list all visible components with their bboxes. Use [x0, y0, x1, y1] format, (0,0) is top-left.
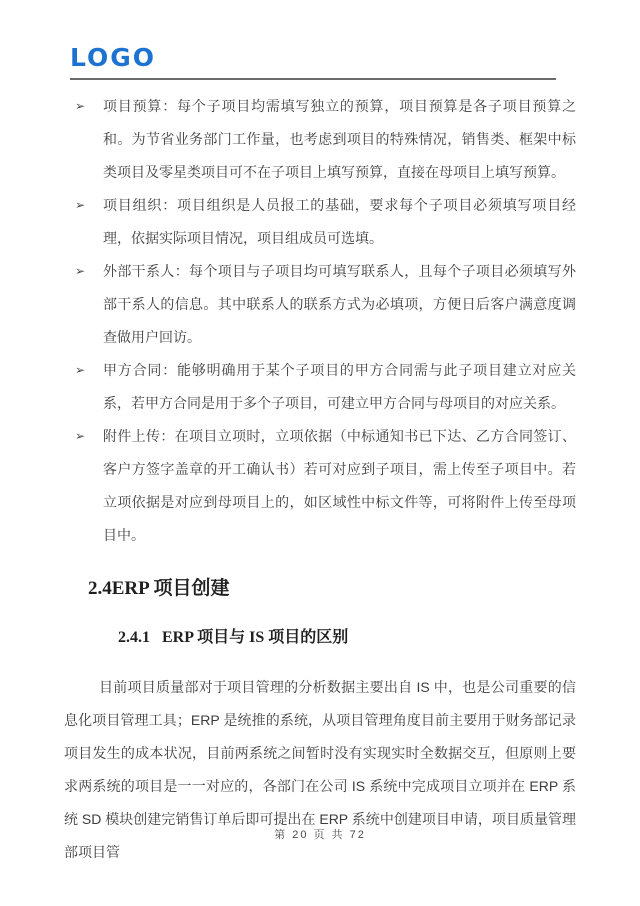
list-item	[64, 255, 576, 354]
page-footer	[0, 826, 640, 842]
arrow-bullet-icon: ➢	[75, 363, 86, 377]
section-heading: 2.4ERP 项目创建	[88, 578, 230, 599]
body-paragraph: 目前项目质量部对于项目管理的分析数据主要出自 IS 中，也是公司重要的信息化项目管理工具；ERP 是统推的系统，从项目管理角度目前主要用于财务部记录项目发生的成本状况，目前两系统之间暂时没有实现实时全数据交互，但原则上要求两系统的项目是一一对应的，各部门在公司 IS 系统中完成项目立项并在 ERP 系统 SD 模块创建完销售订单后即可提出在 ERP 系统中创建项目申请，项目质量管理部项目管	[64, 679, 576, 860]
bullet-list	[64, 90, 576, 552]
arrow-bullet-icon: ➢	[75, 99, 86, 113]
bullet-text-project-budget: 项目预算：每个子项目均需填写独立的预算，项目预算是各子项目预算之和。为节省业务部门工作量，也考虑到项目的特殊情况，销售类、框架中标类项目及零星类项目可不在子项目上填写预算，直接在母项目上填写预算。	[103, 98, 576, 180]
page-header	[0, 0, 640, 80]
arrow-bullet-icon: ➢	[75, 198, 86, 212]
subsection-number: 2.4.1	[118, 629, 150, 646]
subsection-title: ERP 项目与 IS 项目的区别	[162, 629, 349, 646]
list-item	[64, 354, 576, 420]
page-number-label: 第 20 页 共 72	[274, 829, 366, 841]
bullet-text-attachment-upload: 附件上传：在项目立项时，立项依据（中标通知书已下达、乙方合同签订、客户方签字盖章的开工确认书）若可对应到子项目，需上传至子项目中。若立项依据是对应到母项目上的，如区域性中标文件等，可将附件上传至母项目中。	[103, 428, 576, 543]
subsection-heading	[118, 627, 576, 649]
list-item	[64, 420, 576, 552]
bullet-text-party-a-contract: 甲方合同：能够明确用于某个子项目的甲方合同需与此子项目建立对应关系，若甲方合同是用于多个子项目，可建立甲方合同与母项目的对应关系。	[103, 362, 576, 411]
arrow-bullet-icon: ➢	[75, 429, 86, 443]
list-item	[64, 90, 576, 189]
bullet-text-project-organization: 项目组织：项目组织是人员报工的基础，要求每个子项目必须填写项目经理，依据实际项目情况，项目组成员可选填。	[103, 197, 576, 246]
bullet-text-external-stakeholders: 外部干系人：每个项目与子项目均可填写联系人，且每个子项目必须填写外部干系人的信息。其中联系人的联系方式为必填项，方便日后客户满意度调查做用户回访。	[103, 263, 576, 345]
arrow-bullet-icon: ➢	[75, 264, 86, 278]
list-item	[64, 189, 576, 255]
company-logo: LOGO	[70, 43, 157, 72]
header-rule	[70, 78, 556, 80]
